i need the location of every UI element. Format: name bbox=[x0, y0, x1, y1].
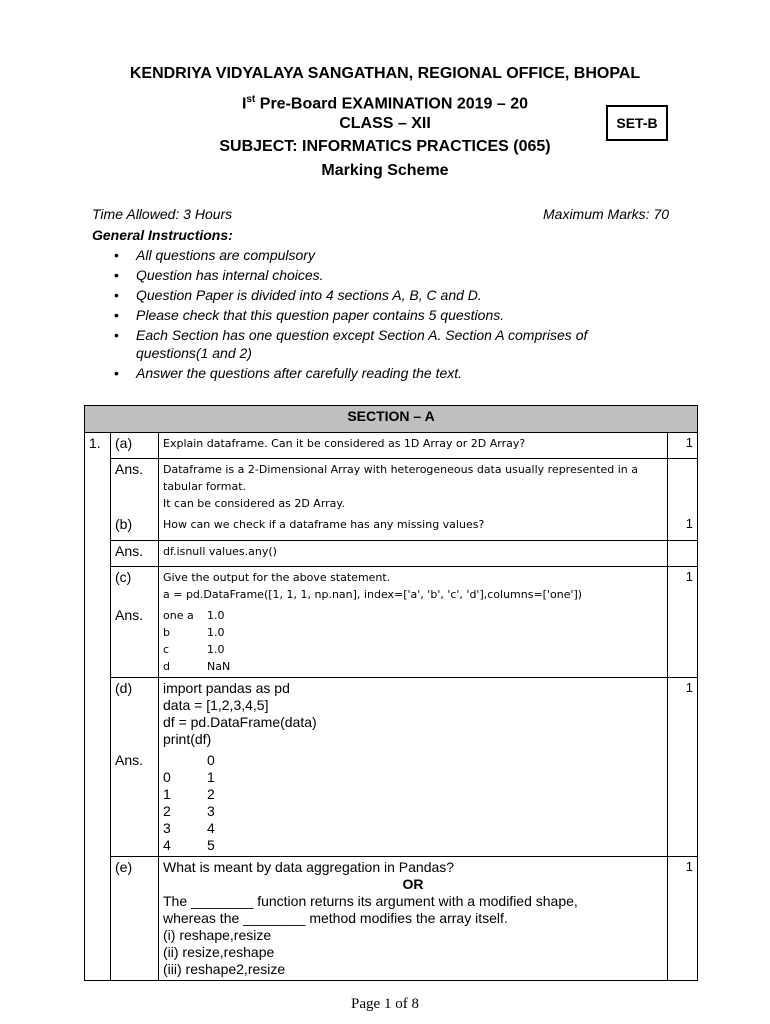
instruction-item: • Question has internal choices. bbox=[108, 266, 648, 284]
code-line: data = [1,2,3,4,5] bbox=[163, 696, 269, 713]
question-e-line: What is meant by data aggregation in Pandas? bbox=[163, 858, 455, 875]
option-item: (i) reshape,resize bbox=[163, 926, 272, 943]
code-line: import pandas as pd bbox=[163, 679, 290, 696]
question-e bbox=[159, 856, 668, 980]
output-row: 2 3 bbox=[163, 802, 215, 819]
scheme-title: Marking Scheme bbox=[321, 162, 449, 179]
exam-title-prefix: I bbox=[241, 95, 247, 113]
question-number: 1. bbox=[85, 433, 111, 459]
output-value: NaN bbox=[207, 659, 231, 673]
question-c bbox=[159, 566, 668, 605]
output-value: 1.0 bbox=[207, 625, 225, 639]
exam-title-sup: st bbox=[246, 94, 256, 105]
part-label-d: (d) bbox=[111, 677, 159, 750]
class-title: CLASS – XII bbox=[339, 115, 431, 132]
instructions-list bbox=[108, 246, 648, 384]
section-a-table bbox=[84, 405, 698, 981]
instruction-item: • Please check that this question paper contains 5 questions. bbox=[108, 306, 648, 324]
subject-title: SUBJECT: INFORMATICS PRACTICES (065) bbox=[219, 138, 551, 155]
output-row: 4 5 bbox=[163, 836, 215, 853]
output-row bbox=[163, 658, 663, 675]
question-c-line: Give the output for the above statement. bbox=[163, 570, 391, 584]
output-row bbox=[163, 641, 663, 658]
question-e-line: whereas the ________ method modifies the array itself. bbox=[163, 909, 508, 926]
option-item: (iii) reshape2,resize bbox=[163, 960, 286, 977]
time-allowed: Time Allowed: 3 Hours bbox=[92, 206, 233, 222]
marks-a: 1 bbox=[668, 433, 698, 459]
output-value: 1.0 bbox=[207, 608, 225, 622]
instruction-item: • Each Section has one question except Section A. Section A comprises of questions(1 and 2) bbox=[108, 326, 648, 362]
answer-a-line: Dataframe is a 2-Dimensional Array with heterogeneous data usually represented in a tabular format. bbox=[163, 463, 639, 493]
instruction-item: • All questions are compulsory bbox=[108, 246, 648, 264]
answer-label: Ans. bbox=[111, 750, 159, 857]
question-a: Explain dataframe. Can it be considered as 1D Array or 2D Array? bbox=[159, 433, 668, 459]
output-row bbox=[163, 624, 663, 641]
output-row bbox=[163, 607, 663, 624]
answer-a bbox=[159, 459, 668, 515]
exam-title-rest: Pre-Board EXAMINATION 2019 – 20 bbox=[255, 95, 529, 113]
answer-c bbox=[159, 605, 668, 678]
question-e-line: The ________ function returns its argument with a modified shape, bbox=[163, 892, 578, 909]
output-value: 1.0 bbox=[207, 642, 225, 656]
answer-label: Ans. bbox=[111, 540, 159, 566]
output-index: one a bbox=[163, 608, 194, 622]
output-index: b bbox=[163, 625, 170, 639]
option-item: (ii) resize,reshape bbox=[163, 943, 275, 960]
question-b: How can we check if a dataframe has any missing values? bbox=[159, 514, 668, 540]
output-header: 0 bbox=[207, 751, 215, 768]
part-label-a: (a) bbox=[111, 433, 159, 459]
part-label-e: (e) bbox=[111, 856, 159, 980]
answer-label: Ans. bbox=[111, 459, 159, 515]
marks-d: 1 bbox=[668, 677, 698, 750]
output-index: c bbox=[163, 642, 170, 656]
output-row: 1 2 bbox=[163, 785, 215, 802]
question-d-code bbox=[159, 677, 668, 750]
section-heading: SECTION – A bbox=[85, 406, 698, 433]
question-c-code: a = pd.DataFrame([1, 1, 1, np.nan], index=['a', 'b', 'c', 'd'],columns=['one']) bbox=[163, 587, 583, 601]
school-title: KENDRIYA VIDYALAYA SANGATHAN, REGIONAL OFFICE, BHOPAL bbox=[129, 65, 641, 82]
answer-b: df.isnull values.any() bbox=[159, 540, 668, 566]
instruction-item: • Question Paper is divided into 4 sections A, B, C and D. bbox=[108, 286, 648, 304]
page-number: Page 1 of 8 bbox=[351, 996, 419, 1012]
output-row: 0 1 bbox=[163, 768, 215, 785]
max-marks: Maximum Marks: 70 bbox=[543, 206, 670, 222]
or-separator: OR bbox=[402, 875, 424, 892]
answer-label: Ans. bbox=[111, 605, 159, 678]
part-label-b: (b) bbox=[111, 514, 159, 540]
answer-a-line: It can be considered as 2D Array. bbox=[163, 497, 345, 510]
code-line: print(df) bbox=[163, 730, 212, 747]
output-row: 3 4 bbox=[163, 819, 215, 836]
general-instructions-heading: General Instructions: bbox=[92, 227, 233, 243]
set-badge: SET-B bbox=[606, 105, 668, 141]
output-index: d bbox=[163, 659, 170, 673]
answer-d bbox=[159, 750, 668, 857]
part-label-c: (c) bbox=[111, 566, 159, 605]
marks-b: 1 bbox=[668, 514, 698, 540]
marks-c: 1 bbox=[668, 566, 698, 605]
marks-e: 1 bbox=[668, 856, 698, 980]
instruction-item: • Answer the questions after carefully reading the text. bbox=[108, 364, 648, 382]
code-line: df = pd.DataFrame(data) bbox=[163, 713, 317, 730]
